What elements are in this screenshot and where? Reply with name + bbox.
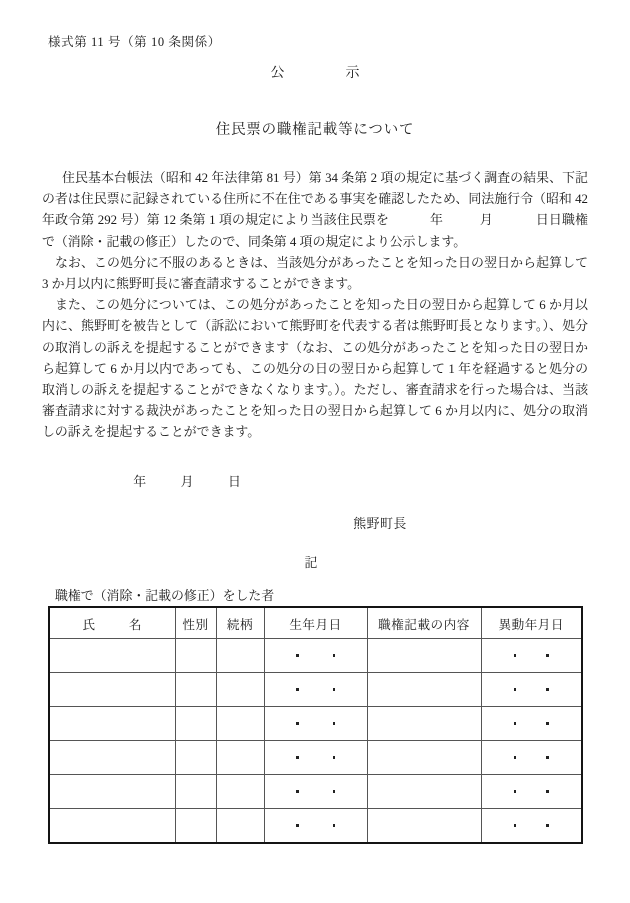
cell-move-date[interactable] — [481, 639, 582, 673]
cell-content[interactable] — [367, 741, 481, 775]
paragraph-litigation-notice: また、この処分については、この処分があったことを知った日の翌日から起算して 6 か月以内に、熊野町を被告として（訴訟において熊野町を代表する者は熊野町長となります。）、処分の取消しの訴えを提起することができます（なお、この処分があったことを知った日の翌日から起算して 6 か月以内であっても、この処分の日の翌日から起算して 1 年を経過すると処分の取消しの訴えを提起することができなくなります。）。ただし、審査請求を行った場合は、当該審査請求に対する裁決があったことを知った日の翌日から起算して 6 か月以内に、処分の取消しの訴えを提起することができます。 — [42, 298, 588, 440]
cell-content[interactable] — [367, 809, 481, 844]
table-header-row — [49, 607, 582, 639]
cell-move-date[interactable] — [481, 775, 582, 809]
ki-marker — [0, 552, 630, 571]
cell-content[interactable] — [367, 775, 481, 809]
column-header-content: 職権記載の内容 — [367, 607, 481, 639]
birth-date-separators — [265, 722, 367, 725]
cell-relation[interactable] — [216, 741, 264, 775]
move-date-separators — [482, 790, 582, 793]
cell-sex[interactable] — [175, 775, 216, 809]
move-date-separators — [482, 688, 582, 691]
cell-relation[interactable] — [216, 707, 264, 741]
column-header-name-char-2: 名 — [128, 617, 142, 632]
records-table-body — [49, 639, 582, 844]
table-row[interactable] — [49, 809, 582, 844]
cell-sex[interactable] — [175, 639, 216, 673]
cell-birth-date[interactable] — [264, 673, 367, 707]
form-number: 様式第 11 号（第 10 条関係） — [48, 35, 221, 49]
cell-relation[interactable] — [216, 639, 264, 673]
cell-relation[interactable] — [216, 673, 264, 707]
table-row[interactable] — [49, 775, 582, 809]
cell-name[interactable] — [49, 809, 175, 844]
paragraph-1-part-b: 日職権で（消除・記載の修正）したので、同条第 4 項の規定により公示します。 — [42, 213, 588, 249]
records-table-wrapper — [48, 606, 581, 844]
column-header-move-date: 異動年月日 — [481, 607, 582, 639]
notice-heading — [0, 62, 630, 82]
cell-birth-date[interactable] — [264, 809, 367, 844]
issue-date-line — [42, 471, 588, 490]
cell-birth-date[interactable] — [264, 707, 367, 741]
body-text — [42, 168, 588, 444]
cell-name[interactable] — [49, 707, 175, 741]
cell-sex[interactable] — [175, 741, 216, 775]
cell-sex[interactable] — [175, 809, 216, 844]
birth-date-separators — [265, 824, 367, 827]
signature-block — [0, 513, 630, 532]
issuing-authority: 熊野町長 — [353, 517, 407, 531]
page-title: 住民票の職権記載等について — [215, 122, 415, 138]
move-date-separators — [482, 722, 582, 725]
table-row[interactable] — [49, 741, 582, 775]
notice-label-second: 示 — [345, 66, 360, 81]
issue-date-day-label: 日 — [227, 475, 241, 489]
paragraph-1-part-a: 住民基本台帳法（昭和 42 年法律第 81 号）第 34 条第 2 項の規定に基づく調査の結果、下記の者は住民票に記録されている住所に不在住である事実を確認したため、同法施行令（昭和 42 年政令第 292 号）第 12 条第 1 項の規定により当該住民票を — [42, 171, 588, 228]
paragraph-legal-basis — [42, 168, 588, 253]
cell-content[interactable] — [367, 673, 481, 707]
blank-month-label: 月 — [479, 213, 493, 228]
table-row[interactable] — [49, 673, 582, 707]
birth-date-separators — [265, 688, 367, 691]
cell-content[interactable] — [367, 707, 481, 741]
birth-date-separators — [265, 654, 367, 657]
birth-date-separators — [265, 790, 367, 793]
cell-name[interactable] — [49, 673, 175, 707]
paragraph-appeal-request: なお、この処分に不服のあるときは、当該処分があったことを知った日の翌日から起算して 3 か月以内に熊野町長に審査請求することができます。 — [42, 255, 588, 292]
cell-move-date[interactable] — [481, 809, 582, 844]
cell-sex[interactable] — [175, 673, 216, 707]
cell-birth-date[interactable] — [264, 775, 367, 809]
cell-birth-date[interactable] — [264, 741, 367, 775]
ki-marker-text: 記 — [304, 556, 318, 570]
cell-name[interactable] — [49, 775, 175, 809]
cell-relation[interactable] — [216, 809, 264, 844]
column-header-sex: 性別 — [175, 607, 216, 639]
cell-move-date[interactable] — [481, 673, 582, 707]
cell-birth-date[interactable] — [264, 639, 367, 673]
cell-sex[interactable] — [175, 707, 216, 741]
move-date-separators — [482, 824, 582, 827]
cell-content[interactable] — [367, 639, 481, 673]
table-row[interactable] — [49, 707, 582, 741]
notice-label-first: 公 — [270, 66, 285, 81]
records-table — [48, 606, 583, 844]
column-header-relation: 続柄 — [216, 607, 264, 639]
cell-name[interactable] — [49, 639, 175, 673]
table-row[interactable] — [49, 639, 582, 673]
column-header-name-char-1: 氏 — [82, 617, 96, 632]
birth-date-separators — [265, 756, 367, 759]
blank-day-label: 日 — [535, 213, 549, 228]
move-date-separators — [482, 654, 582, 657]
cell-move-date[interactable] — [481, 707, 582, 741]
column-header-name — [49, 607, 175, 639]
cell-relation[interactable] — [216, 775, 264, 809]
move-date-separators — [482, 756, 582, 759]
table-caption: 職権で（消除・記載の修正）をした者 — [55, 589, 275, 603]
cell-name[interactable] — [49, 741, 175, 775]
column-header-birth-date: 生年月日 — [264, 607, 367, 639]
blank-year-label: 年 — [429, 213, 444, 228]
issue-date-month-label: 月 — [180, 475, 194, 489]
cell-move-date[interactable] — [481, 741, 582, 775]
issue-date-year-label: 年 — [133, 475, 147, 489]
